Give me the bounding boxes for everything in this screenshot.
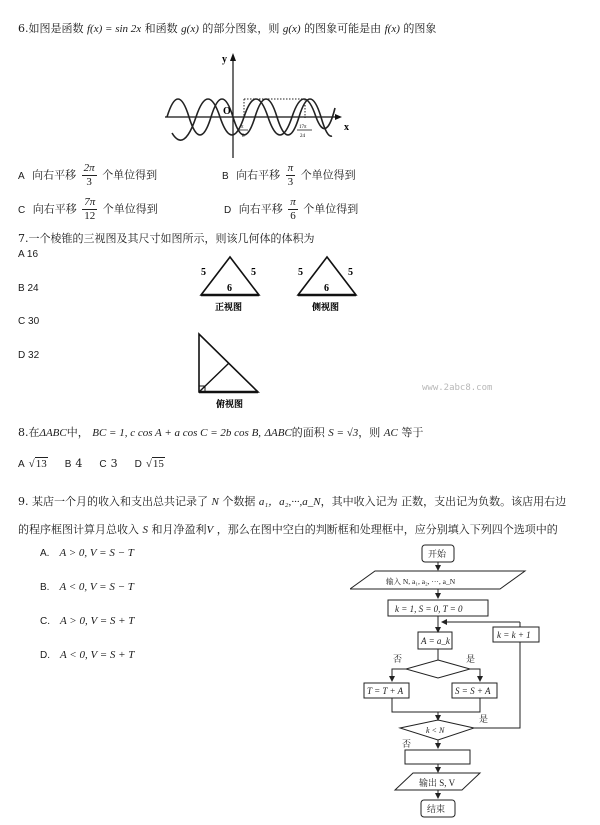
fc-blank-process-box [405, 750, 470, 764]
q6-f-expr2: f(x) [384, 23, 400, 35]
q9-stem-line1: 9. 某店一个月的收入和支出总共记录了 N 个数据 a₁，a₂,···,a_N，其中收入记为 正数，支出记为负数。该店用右边 [18, 495, 567, 508]
q6-option-a[interactable]: A 向右平移 $\frac{2\pi}{3}$ 个单位得到 [18, 162, 158, 188]
q8-stem: 8.在ΔABC中， BC = 1, c cos A + a cos C = 2b cos B, ΔABC的面积 S = √3，则 AC 等于 [18, 426, 424, 439]
q7-option-d[interactable]: D 32 [18, 350, 40, 361]
top-view-caption: 俯视图 [216, 399, 244, 409]
q6-stem-mid2: 的部分图象，则 [202, 22, 280, 35]
q6-option-c[interactable]: C 向右平移 $\frac{7\pi}{12}$ 个单位得到 [18, 196, 158, 222]
q6-option-d[interactable]: D 向右平移 $\frac{\pi}{6}$ 个单位得到 [224, 196, 359, 222]
side-view-caption: 侧视图 [312, 302, 340, 312]
q8-option-a[interactable]: A √13 [18, 458, 47, 470]
fraction: $\frac{\pi}{6}$ [290, 196, 296, 222]
fc-output-label: 输出 S, V [419, 778, 456, 788]
x-label: x [344, 122, 349, 133]
q6-sine-graph [160, 48, 350, 163]
svg-text:6: 6 [324, 283, 329, 294]
q6-g-expr: g(x) [181, 23, 199, 35]
q6-stem-suffix: 的图象 [403, 22, 437, 35]
watermark: www.2abc8.com [422, 383, 493, 393]
tick1-den: 8 [242, 134, 245, 139]
q7-top-view [195, 332, 265, 412]
fc-no1-label: 否 [393, 654, 403, 664]
q8-option-b[interactable]: B 4 [64, 457, 83, 470]
q6-stem-mid1: 和函数 [144, 22, 178, 35]
fc-end-label: 结束 [427, 804, 446, 814]
fraction: $\frac{7\pi}{12}$ [84, 196, 96, 222]
q6-stem-mid3: 的图象可能是由 [304, 22, 382, 35]
q6-f-expr: f(x) = sin 2x [87, 23, 142, 35]
x-axis-arrow-icon [335, 114, 342, 120]
q7-stem: 7.一个棱锥的三视图及其尺寸如图所示，则该几何体的体积为 [18, 232, 315, 245]
tick1-num: π [241, 125, 244, 130]
front-view-caption: 正视图 [215, 302, 243, 312]
origin-label: O [223, 106, 231, 117]
q8-option-c[interactable]: C 3 [99, 457, 118, 470]
y-label: y [222, 54, 227, 65]
fraction: $\frac{2\pi}{3}$ [83, 162, 95, 188]
fc-increment-label: k = k + 1 [497, 630, 531, 640]
q8-options [18, 457, 165, 470]
fc-blank-decision [406, 660, 470, 678]
y-axis-arrow-icon [230, 53, 236, 61]
fc-input-label: 输入 N, a₁, a₂, ···, a_N [386, 577, 456, 586]
fc-yes1-label: 是 [466, 654, 476, 664]
q9-option-d[interactable]: D. A < 0, V = S + T [40, 649, 135, 661]
q6-g-expr2: g(x) [282, 23, 301, 35]
fc-cond2-label: k < N [426, 726, 445, 735]
q7-side-view [292, 255, 362, 317]
q7-option-c[interactable]: C 30 [18, 316, 40, 327]
q7-option-b[interactable]: B 24 [18, 283, 39, 294]
q9-stem-line2: 的程序框图计算月总收入 S 和月净盈利V ，那么在图中空白的判断框和处理框中，应分别填入下列四个选项中的 [18, 523, 558, 536]
q9-option-a[interactable]: A. A > 0, V = S − T [40, 547, 134, 559]
fc-init-label: k = 1, S = 0, T = 0 [395, 604, 463, 614]
fc-yes2-label: 是 [479, 714, 489, 724]
fc-left-box-label: T = T + A [367, 686, 404, 696]
fc-start-label: 开始 [428, 549, 447, 559]
q7-option-a[interactable]: A 16 [18, 249, 39, 260]
q6-stem-prefix: 6.如图是函数 [18, 22, 84, 35]
tick2-den: 24 [300, 134, 305, 139]
svg-text:5: 5 [251, 267, 256, 278]
fc-no2-label: 否 [402, 739, 412, 749]
q8-option-d[interactable]: D √15 [134, 458, 164, 470]
svg-text:5: 5 [201, 267, 206, 278]
q9-option-b[interactable]: B. A < 0, V = S − T [40, 581, 134, 593]
q6-option-b[interactable]: B 向右平移 $\frac{\pi}{3}$ 个单位得到 [222, 162, 356, 188]
svg-text:5: 5 [298, 267, 303, 278]
q7-front-view [195, 255, 265, 317]
q9-option-c[interactable]: C. A > 0, V = S + T [40, 615, 135, 627]
fc-assign-label: A = a_k [421, 636, 450, 646]
fraction: $\frac{\pi}{3}$ [287, 162, 294, 188]
q6-stem [18, 20, 436, 36]
svg-text:5: 5 [348, 267, 353, 278]
fc-right-box-label: S = S + A [455, 686, 491, 696]
tick2-num: 17π [299, 125, 307, 130]
q9-flowchart [350, 540, 550, 825]
svg-text:6: 6 [227, 283, 232, 294]
